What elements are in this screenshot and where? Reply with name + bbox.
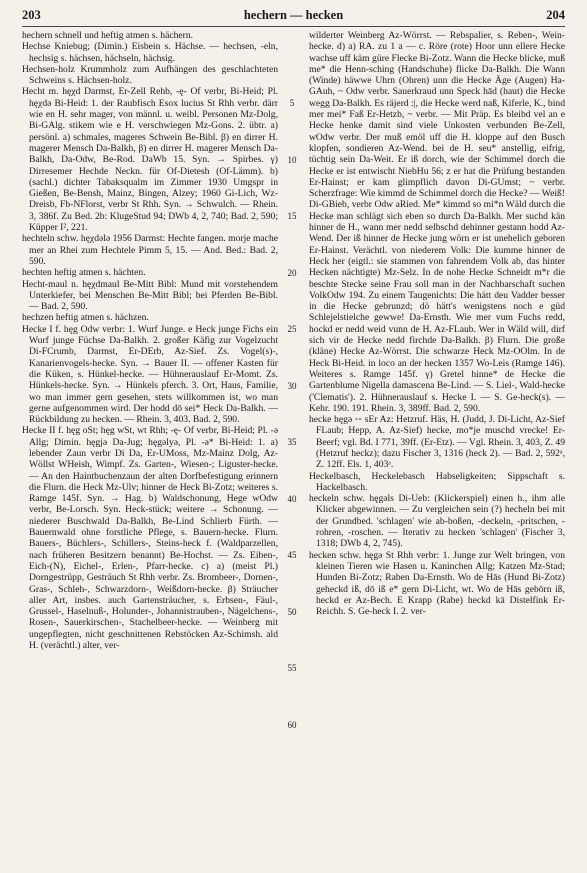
page-header [0,8,587,26]
line-number: 55 [287,663,297,673]
entry: Hecht m. hęχd Darmst, Er-Zell Rehb, -ę- Of verbr, Bi-Heid; Pl. hęχdə Bi-Heid: 1. der Raubfisch Esox lucius St Rhh verbr. därr wie en H. sehr mager, von männl. u. weibl. Personen Mz-Dolg, Bi-GAlg. stikem wie e H. verschwiegen Mz-Gons. 2. übtr. a) persönl. a) schmales, mageres Schwein Be-Bibl. β) en dirrer H. magerer Mensch Da-Balkh, β) en dirrer H. magerer Mensch Da-Balkh, Da-Odw, Be-Rod. DaWb 15. Syn. → Spirbes. γ) Dirresemer Hechde Neckn. für Of-Dietesh (Of-Lämm). b) (sachl.) dichter Tabaksqualm im Zimmer 1930 Umgspr in Gießen, Be-Bensh, Mainz, Bingen, Alzey; 1960 Gi-Lich, Wz-Dreisb, Fb-NFlorst, verbr St Rhh. Syn. → Schwulch. — Rhein. 3, 386f. Zu Bed. 2b: KlugeStud 94; DWb 4, 2, 740; Bad. 2, 590; Küpper I², 221. [22,86,278,234]
line-number: 35 [287,437,297,447]
entry: wilderter Weinberg Az-Wörrst. — Rebspalier, s. Reben-, Wein-hecke. d) a) RA. zu 1 a — c. Röre (rote) Hoor unn ellere Hecke wachse uff käm güre Flecke Bi-Zotz. Wann die Hecke blicke, muß me* die Henn-sching (Handschuhe) flicke Da-Balkh. Die Wann (Winde) häwwe Uhrn (Ohren) unn die Hecke Äge (Augen) Ha-GAuh, ~ Odw verbr. Sauerkraud unn Speck hād (haut) die Hecke wegg Da-Balkh. Es räjerd :|, die Hecke werd naß, Kiferle, K., bind mer mei* Faß Er-Hetzb, ~ verbr. — Mit Präp. Es bleibd vel an e Hecke henke damit sind viele Unkosten verbunden Be-Zell, wOdw verbr. Der muß emöl uff die H. kloppe auf den Busch klopfen, sondieren Az-Wend. bei de H. seu* anstellig, eifrig, tüchtig sein Da-Weit. Er iß dorch, wie der Schimmel dorch die Hecke er ist entwischt NiebHu 56; z er hat die Prüfung bestanden Er-Hainst; er kam glimpflich davon Di-GUmst; ~ verbr. Scherzfrage: Wie kimmd de Schimmel dorch die Hecke? — Weiß! Di-GBieb, verbr Odw aRied. Me* kimmd so mi*n Wäld durch die Hecke man schlägt sich eben so durch Da-Balkh. Mer suchd kän hinner de H., wann mer nedd selbschd dehinner gestann hodd Az-Wend. Der iß hinner de Hecke jung wörn er ist unehelich geboren Er-Hainst. Verächtl. von niederem Volk: Die kumme hinner de Heck her (eigtl.: sie stammen von fahrendem Volk ab, das hinter Hecken nächtigte) Mz-Selz. In de nohe Hecke Schneidt m*r die beschte Stecke seine Frau soll man in der Nachbarschaft suchen VolkOdw 194. Zu einem Taugenichts: Die hätt deu Vadder besser in die Hecke gebrunzd; dö hätt's wenigstens noch e güd Schlejelstielche gewwe! Da-Ernsth. Wie mer vum Fuchs redd, hockd er nedd weid vunn de H. Az-FLaub. Wer in Wäld will, dirf sich vir de Hecke nedd firchde Da-Balkh. β) Flurn. Die große (kläne) Hecke Az-Wörrst. Die schwarze Heck Mz-OOlm. In de Heck Bi-Heid. in loco an der hecken 1357 Wo-Leis (Ramge 146). Weiteres s. Ramge 145f. γ) Gretel hinne* de Hecke die Gartenblume Nigella damascena Be-Lind. — S. Liel-, Wald-hecke ('Clematis'). 2. Hühnerauslauf s. Hecke I. — S. Ge-heck(s). — Kehr. 190. 191. Rhein. 3, 389ff. Bad. 2, 590. [309,30,565,414]
line-number: 30 [287,381,297,391]
running-title: hechern — hecken [243,8,344,22]
entry: Hecke I f. hęg Odw verbr: 1. Wurf Junge. e Heck junge Fichs ein Wurf junge Füchse Da-Balkh. 2. großer Käfig zur Vogelzucht Di-FCrumb, Darmst, Er-DErb, Az-Sief. Zs. Vogel(s)-, Kanarienvogels-hecke. Syn. → Bauer II. — offener Kasten für die Küken, s. Hünkel-hecke. — Hühnerauslauf Er-Momt. Zs. Hünkels-hecke. Syn. → Hünkels pferch. 3. Ort, Haus, Familie, wo man immer gern gesehen, stets willkommen ist, wo man gerne aufgenommen wird. Der hodd dō sei* Heck Da-Balkh. — Rückbildung zu hecken. — Rhein. 3, 403. Bad. 2, 590. [22,323,278,426]
left-column [22,30,278,651]
entry: heckeln schw. hęgəls Di-Ueb: (Klickerspiel) einen h., ihm alle Klicker abgewinnen. — Zu vergleichen sein (?) hecheln bei mit der Grundbed. 'schlagen' wie ab-boßen, -deckeln, -pritschen, -rohren, -roschen. — Iterativ zu hecken 'schlagen' (Fischer 3, 1318; DWb 4, 2, 745). [309,493,565,550]
line-number: 40 [287,494,297,504]
entry: hecke hęgə ◦◦ sEr Az: Hetzruf. Häs, H. (Judd, J. Di-Licht, Az-Sief FLaub; Hepp, A. Az-Sief) hecke, mo*je muschd vrecke! Er-Beerf; vgl. Bd. I 771, 39ff. (Er-Etz). — Vgl. Rhein. 3, 403, Z. 49 (Hetzruf heckz); dazu Fischer 3, 1316 (heck 2). — Bad. 2, 592ᵃ, Z. 12ff. Els. 1, 403ᵃ. [309,414,565,471]
entry: hechten heftig atmen s. hächten. [22,267,146,279]
entry: Hechsen-holz Krummholz zum Aufhängen des geschlachteten Schweins s. Hächsen-holz. [22,63,278,87]
line-number: 20 [287,268,297,278]
entry: hechern schnell und heftig atmen s. hächern. [22,30,194,41]
line-number: 10 [287,155,297,165]
entry: hechzen heftig atmen s. hächzen. [22,312,149,324]
line-number: 5 [289,98,295,108]
line-number: 60 [287,720,297,730]
entry: hechteln schw. hęχdələ 1956 Darmst: Hechte fangen. morje mache mer an Rhei zum Hechtele Pimm 5, 15. — And. Bed.: Bad. 2, 590. [22,233,278,267]
line-number: 15 [287,211,297,221]
header-rule [22,26,565,27]
line-number: 45 [287,550,297,560]
left-page-number: 203 [22,8,41,22]
right-column [309,30,565,617]
entry: Hecke II f. hęg oSt; hęg wSt, wt Rhh; -ę- Of verbr, Bi-Heid; Pl. -ə Allg; Dimin. hęgjə Da-Jug; hęgəlyə, Pl. -ə* Bi-Heid: 1. a) lebender Zaun verbr Di Da, Er-UMoss, Mz-Mainz Dolg, Az-Wöllst WHeish, Wimpf. Zs. Garten-, Wiesen-; Liguster-hecke. — An den Haintbuchenzaun der alten Dorfbefestigung erinnern die Flurn. die Heck Mz-Ulv; hinner de Heck Bi-Zotz; weiteres s. Ramge 145f. Syn. → Hag. b) Waldschonung, Hege wOdw verbr, Be-Lorsch. Syn. Heck-stück; weitere → Schonung. — niederer Buschwald Da-Balkh, Be-Lind Schlierb Fürth. — Bauernwald ohne forstliche Pflege, s. Bauern-hecke. Flurn. Bauers-, Büchlers-, Schillers-, Steins-heck f. (Waldparzellen, nach früheren Besitzern benannt) Be-Hochst. — Zs. Eiben-, Eich-(N), Eichel-, Erlen-, Pfarr-hecke. c) a) (meist Pl.) Dorngestrüpp, Gesträuch St Rhh verbr. Zs. Brombeer-, Dornen-, Gras-, Schleh-, Schwarzdorn-, Weißdorn-hecke. β) Sträucher aller Art, insbes. auch Gartensträucher, s. Erbsen-, Fäul-, Grussel-, Haselnuß-, Holunder-, Johannistrauben-, Nägelchens-, Rosen-, Sauerkirschen-, Stachelbeer-hecke. — Weinberg mit ungepflegten, nicht geschnittenen Rebstöcken Az-Schimsh. ald H. (verächtl.) alter, ver- [22,425,278,652]
entry: Hechse Kniebug; (Dimin.) Eisbein s. Hächse. — hechsen, -eln, hechsig s. hächsen, hächseln, hächsig. [22,41,278,64]
line-number: 25 [287,324,297,334]
entry: Hecht-maul n. hęχdmaul Be-Mitt Bibl: Mund mit vorstehendem Unterkiefer, bei Menschen Be-Mitt Bibl; bei Pferden Be-Bibl. — Bad. 2, 590. [22,278,278,313]
right-page-number: 204 [546,8,565,22]
entry: Heckelbasch, Heckelebasch Habseligkeiten; Sippschaft s. Hackelbasch. [309,470,565,493]
line-number: 50 [287,607,297,617]
entry: hecken schw. hęgə St Rhh verbr: 1. Junge zur Welt bringen, von kleinen Tieren wie Hasen u. Kaninchen Allg; Katzen Mz-Stad; Hunden Bi-Zotz; Raben Da-Ernsth. Wo de Hās (Hund Bi-Zotz) geheckd iß, dō iß e* gern Di-Licht, wt. Wo de Hās gebōrn iß, heckd er Az-Bech. E Krapp (Rabe) heckd kā Distelfink Er-Reichh. S. Ge-heck I. 2. ver- [309,549,565,618]
